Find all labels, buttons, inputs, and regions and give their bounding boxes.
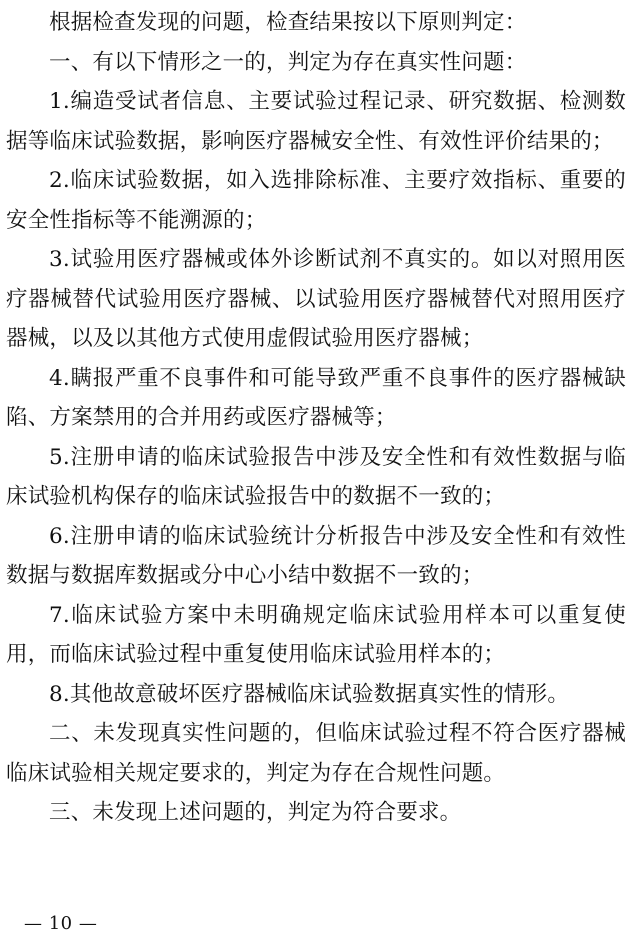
page-number: — 10 —: [24, 913, 98, 934]
paragraph-section-two: 二、未发现真实性问题的，但临床试验过程不符合医疗器械临床试验相关规定要求的，判定为存在合规性问题。: [6, 721, 626, 786]
paragraph-item-4: 4.瞒报严重不良事件和可能导致严重不良事件的医疗器械缺陷、方案禁用的合并用药或医疗器械等；: [6, 365, 626, 430]
paragraph-item-7: 7.临床试验方案中未明确规定临床试验用样本可以重复使用，而临床试验过程中重复使用临床试验用样本的；: [6, 602, 626, 667]
paragraph-intro: 根据检查发现的问题，检查结果按以下原则判定：: [49, 10, 527, 35]
paragraph-item-2: 2.临床试验数据，如入选排除标准、主要疗效指标、重要的安全性指标等不能溯源的；: [6, 168, 626, 233]
paragraph-item-3: 3.试验用医疗器械或体外诊断试剂不真实的。如以对照用医疗器械替代试验用医疗器械、以试验用医疗器械替代对照用医疗器械，以及以其他方式使用虚假试验用医疗器械；: [6, 247, 626, 351]
document-body: [6, 3, 626, 833]
paragraph-section-one-heading: 一、有以下情形之一的，判定为存在真实性问题：: [49, 49, 527, 75]
paragraph-item-6: 6.注册申请的临床试验统计分析报告中涉及安全性和有效性数据与数据库数据或分中心小结中数据不一致的；: [6, 523, 626, 588]
paragraph-item-1: 1.编造受试者信息、主要试验过程记录、研究数据、检测数据等临床试验数据，影响医疗器械安全性、有效性评价结果的；: [6, 89, 626, 154]
paragraph-item-5: 5.注册申请的临床试验报告中涉及安全性和有效性数据与临床试验机构保存的临床试验报告中的数据不一致的；: [6, 444, 626, 509]
paragraph-section-three: 三、未发现上述问题的，判定为符合要求。: [49, 800, 462, 825]
paragraph-item-8: 8.其他故意破坏医疗器械临床试验数据真实性的情形。: [49, 681, 570, 707]
